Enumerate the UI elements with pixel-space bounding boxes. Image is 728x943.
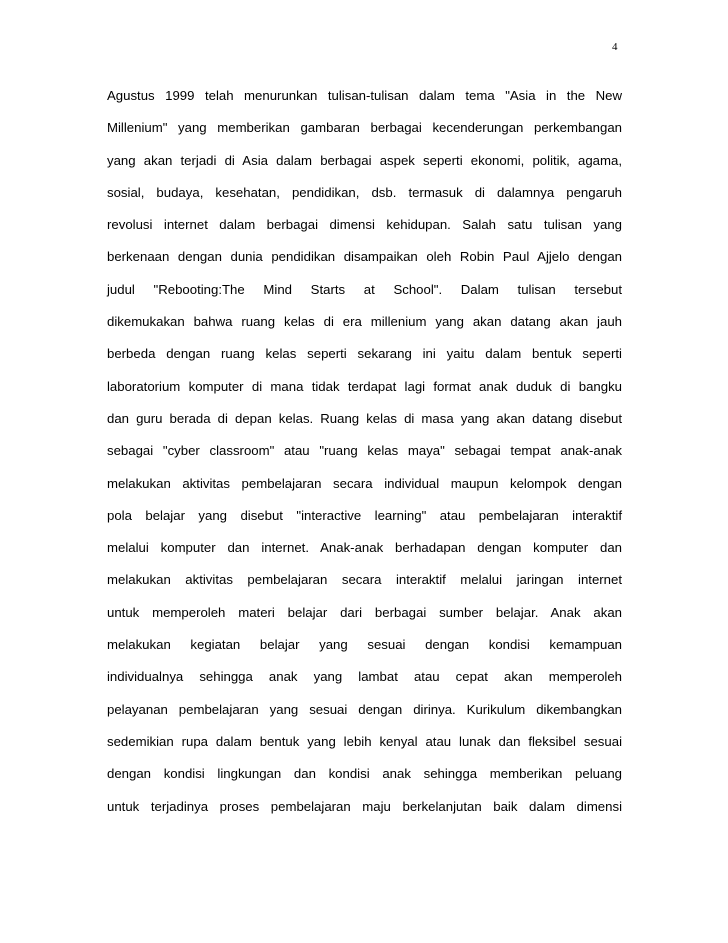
text-line: melakukan kegiatan belajar yang sesuai dengan kondisi kemampuan bbox=[107, 637, 622, 653]
text-line: yang akan terjadi di Asia dalam berbagai aspek seperti ekonomi, politik, agama, bbox=[107, 152, 622, 168]
body-paragraph bbox=[107, 80, 622, 823]
text-line: untuk memperoleh materi belajar dari berbagai sumber belajar. Anak akan bbox=[107, 604, 622, 620]
text-line: revolusi internet dalam berbagai dimensi kehidupan. Salah satu tulisan yang bbox=[107, 217, 622, 233]
text-line: laboratorium komputer di mana tidak terdapat lagi format anak duduk di bangku bbox=[107, 378, 622, 394]
text-line: dikemukakan bahwa ruang kelas di era millenium yang akan datang akan jauh bbox=[107, 314, 622, 330]
text-line: pola belajar yang disebut "interactive learning" atau pembelajaran interaktif bbox=[107, 507, 622, 523]
text-line: sosial, budaya, kesehatan, pendidikan, dsb. termasuk di dalamnya pengaruh bbox=[107, 184, 622, 200]
text-line: pelayanan pembelajaran yang sesuai dengan dirinya. Kurikulum dikembangkan bbox=[107, 701, 622, 717]
text-line: judul "Rebooting:The Mind Starts at School". Dalam tulisan tersebut bbox=[107, 281, 622, 297]
text-line: sedemikian rupa dalam bentuk yang lebih kenyal atau lunak dan fleksibel sesuai bbox=[107, 733, 622, 749]
text-line: berkenaan dengan dunia pendidikan disampaikan oleh Robin Paul Ajjelo dengan bbox=[107, 249, 622, 265]
page-number: 4 bbox=[612, 41, 618, 53]
text-line: berbeda dengan ruang kelas seperti sekarang ini yaitu dalam bentuk seperti bbox=[107, 346, 622, 362]
text-line: melakukan aktivitas pembelajaran secara individual maupun kelompok dengan bbox=[107, 475, 622, 491]
text-line: Millenium" yang memberikan gambaran berbagai kecenderungan perkembangan bbox=[107, 120, 622, 136]
text-line: untuk terjadinya proses pembelajaran maju berkelanjutan baik dalam dimensi bbox=[107, 798, 622, 814]
text-line: melakukan aktivitas pembelajaran secara interaktif melalui jaringan internet bbox=[107, 572, 622, 588]
text-line: sebagai "cyber classroom" atau "ruang kelas maya" sebagai tempat anak-anak bbox=[107, 443, 622, 459]
text-line: dan guru berada di depan kelas. Ruang kelas di masa yang akan datang disebut bbox=[107, 410, 622, 426]
text-line: Agustus 1999 telah menurunkan tulisan-tulisan dalam tema "Asia in the New bbox=[107, 88, 622, 103]
text-line: individualnya sehingga anak yang lambat atau cepat akan memperoleh bbox=[107, 669, 622, 685]
text-line: dengan kondisi lingkungan dan kondisi anak sehingga memberikan peluang bbox=[107, 766, 622, 782]
text-line: melalui komputer dan internet. Anak-anak berhadapan dengan komputer dan bbox=[107, 540, 622, 556]
